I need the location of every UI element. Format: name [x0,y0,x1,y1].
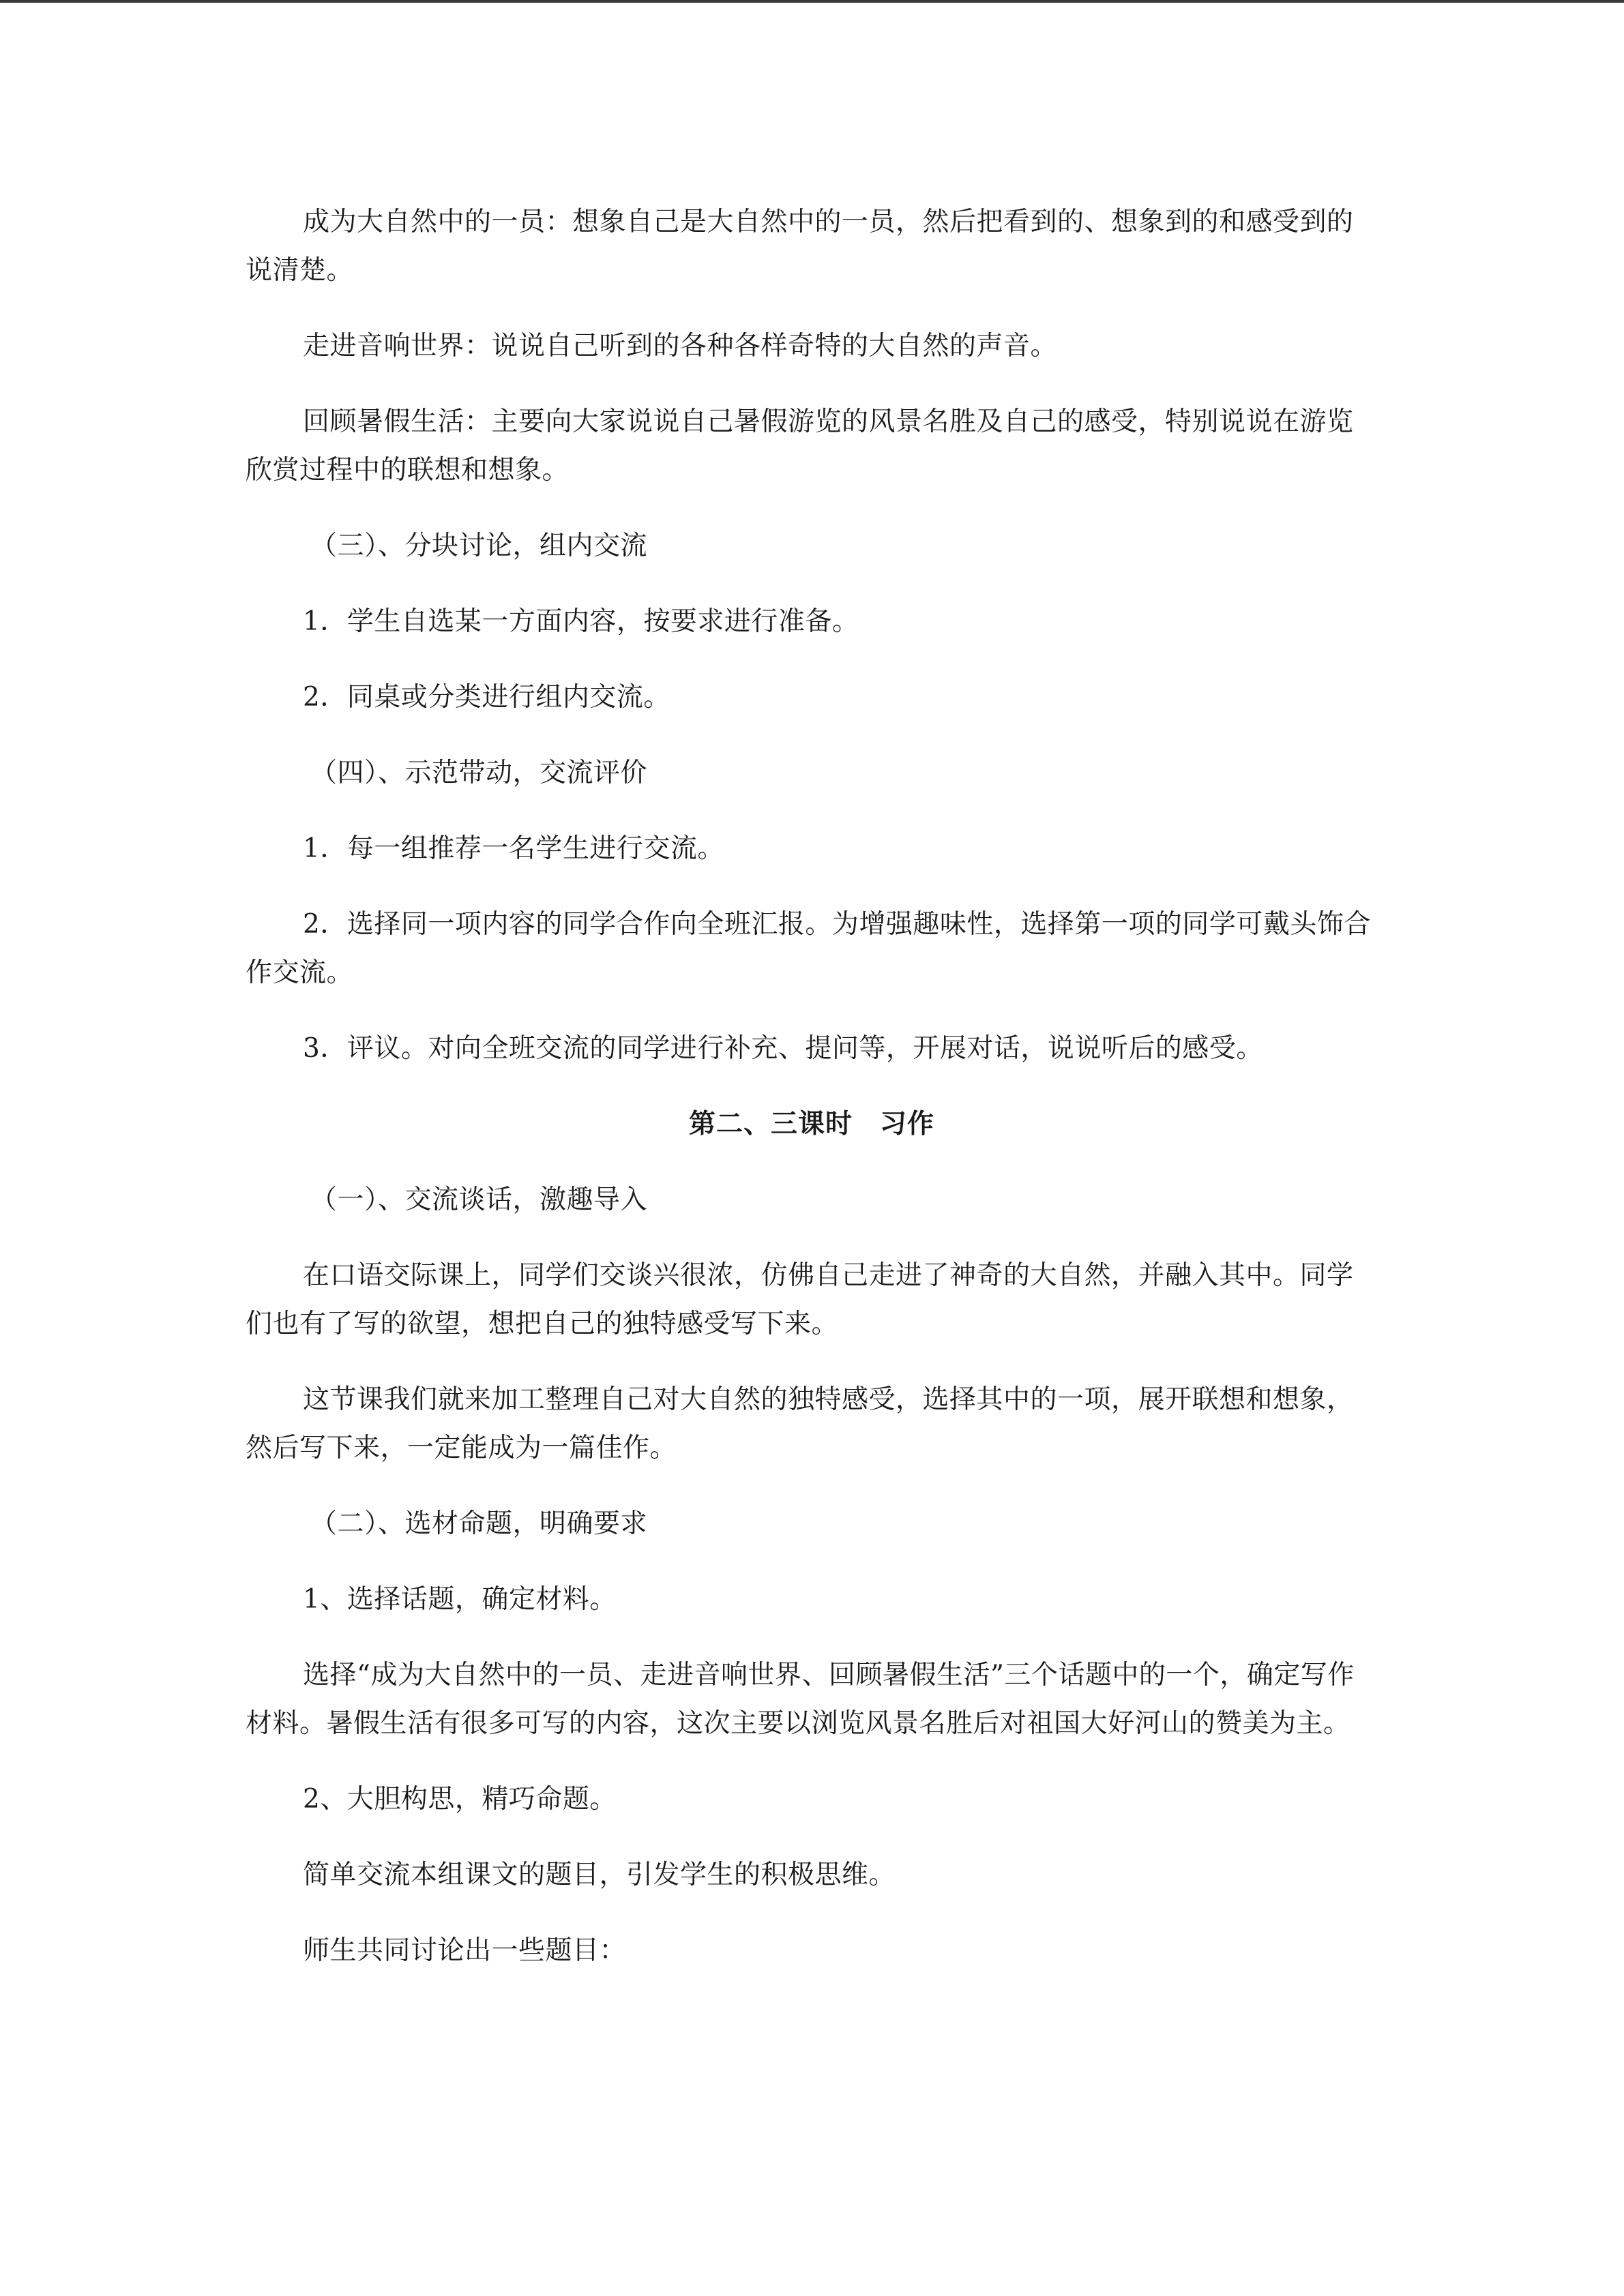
list-item-prepare: 1．学生自选某一方面内容，按要求进行准备。 [303,606,859,637]
paragraph-discuss-titles: 师生共同讨论出一些题目： [303,1935,627,1966]
list-item-choose-topic: 1、选择话题，确定材料。 [303,1584,617,1615]
document-page [246,198,1378,2002]
paragraph-oral-class: 在口语交际课上，同学们交谈兴很浓，仿佛自己走进了神奇的大自然，并融入其中。同学们也有了写的欲望，想把自己的独特感受写下来。 [246,1260,1354,1339]
list-item-group-exchange: 2．同桌或分类进行组内交流。 [303,682,670,713]
paragraph-sound-world: 走进音响世界：说说自己听到的各种各样奇特的大自然的声音。 [303,331,1058,361]
paragraph-exchange-titles: 简单交流本组课文的题目，引发学生的积极思维。 [303,1860,896,1890]
list-item-bold-design: 2、大胆构思，精巧命题。 [303,1784,617,1815]
section-heading: 第二、三课时 习作 [688,1109,934,1139]
list-item-recommend-student: 1．每一组推荐一名学生进行交流。 [303,833,724,864]
paragraph-topic-choice: 选择“成为大自然中的一员、走进音响世界、回顾暑假生活”三个话题中的一个，确定写作材料。暑假生活有很多可写的内容，这次主要以浏览风景名胜后对祖国大好河山的赞美为主。 [246,1660,1355,1739]
list-item-class-report: 2．选择同一项内容的同学合作向全班汇报。为增强趣味性，选择第一项的同学可戴头饰合作交流。 [246,909,1371,988]
subheading-demonstration: （四）、示范带动，交流评价 [310,758,648,788]
subheading-intro-talk: （一）、交流谈话，激趣导入 [310,1184,648,1215]
top-border-rule [0,0,1624,3]
paragraph-this-lesson: 这节课我们就来加工整理自己对大自然的独特感受，选择其中的一项，展开联想和想象，然后写下来，一定能成为一篇佳作。 [246,1384,1354,1463]
list-item-evaluation: 3．评议。对向全班交流的同学进行补充、提问等，开展对话，说说听后的感受。 [303,1033,1263,1064]
subheading-group-discussion: （三）、分块讨论，组内交流 [310,531,648,561]
paragraph-summer-review: 回顾暑假生活：主要向大家说说自己暑假游览的风景名胜及自己的感受，特别说说在游览欣赏过程中的联想和想象。 [246,406,1354,486]
paragraph-become-member-of-nature: 成为大自然中的一员：想象自己是大自然中的一员，然后把看到的、想象到的和感受到的说清楚。 [246,207,1354,286]
subheading-select-topic: （二）、选材命题，明确要求 [310,1508,648,1539]
